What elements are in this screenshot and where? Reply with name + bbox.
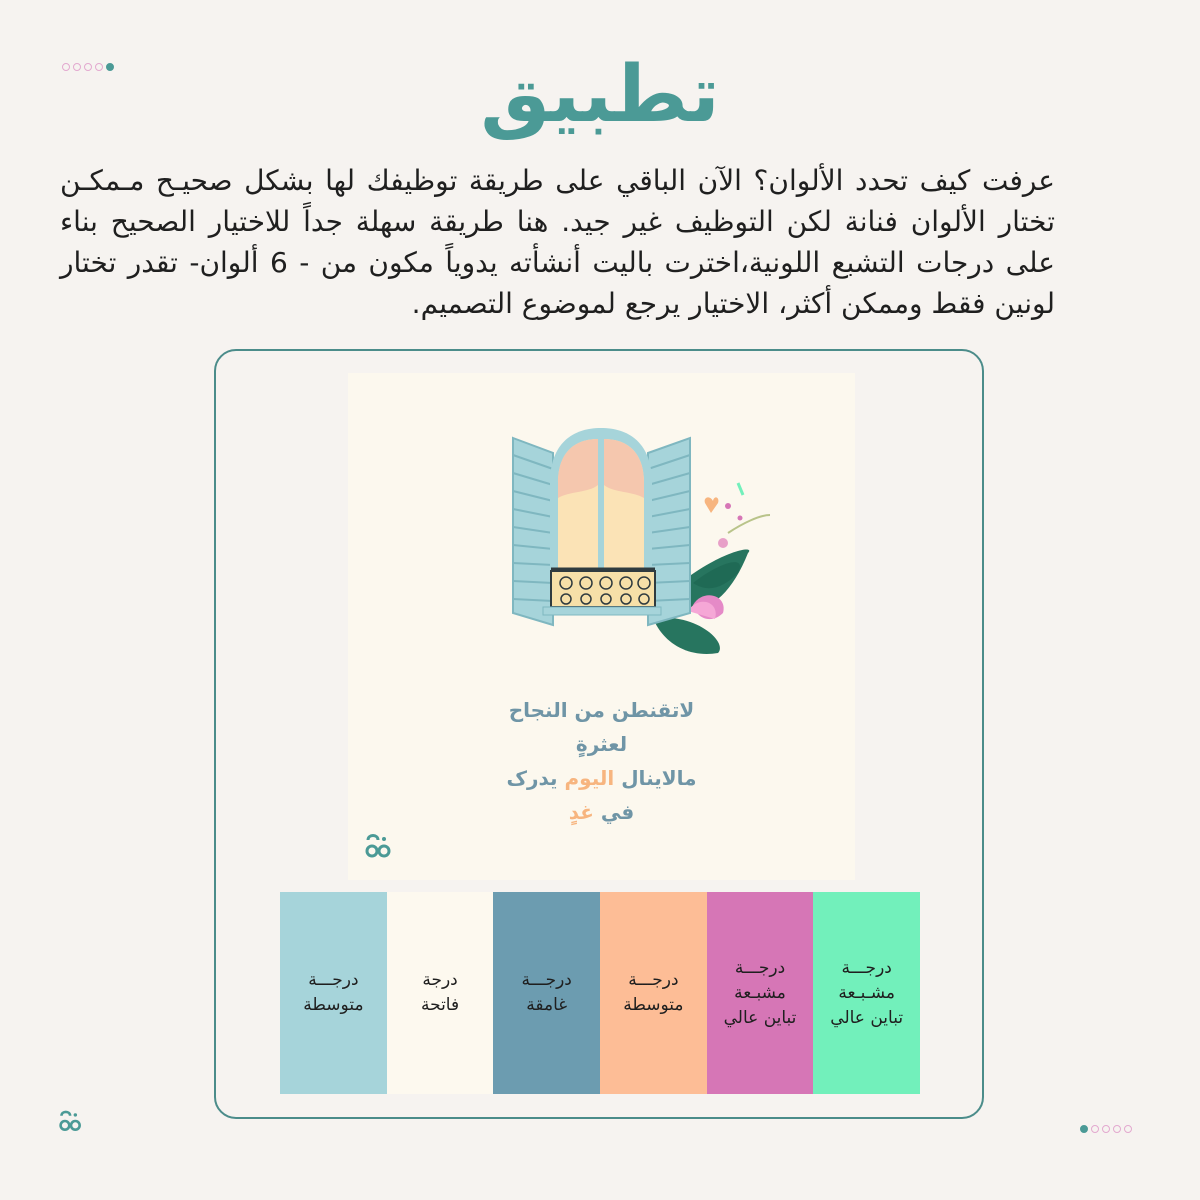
quote-line-2 xyxy=(488,761,715,829)
intro-paragraph: عرفت كيف تحدد الألوان؟ الآن الباقي على طريقة توظيفك لها بشكل صحيـح مـمكـن تختار الألوان فنانة لكن التوظيف غير جيد. هنا طريقة سهلة جداً للاختيار الصحيح بناء على درجات التشبع اللونية،اخترت باليت أنشأته يدوياً مكون من - 6 ألوان- تقدر تختار لونين فقط وممكن أكثر، الاختيار يرجع لموضوع التصميم. xyxy=(60,164,1055,320)
brand-logo-icon xyxy=(58,1108,84,1134)
window-illustration-icon xyxy=(348,373,855,673)
swatch-label: درجة فاتحة xyxy=(420,970,460,1015)
swatch-label: درجـــة غامقة xyxy=(521,970,572,1015)
poster-preview xyxy=(348,373,855,880)
swatch-label: درجـــة متوسطة xyxy=(623,970,684,1015)
swatch-dark-blue xyxy=(493,892,600,1094)
swatch-light-cream xyxy=(387,892,494,1094)
swatch-high-contrast-pink xyxy=(707,892,814,1094)
dot-icon xyxy=(1102,1125,1110,1133)
swatch-medium-aqua xyxy=(280,892,387,1094)
page-title: تطبيق xyxy=(480,50,720,140)
dot-icon xyxy=(1124,1125,1132,1133)
quote-accent-word: اليوم xyxy=(564,766,615,790)
swatch-label: درجـــة مشـبـعة تباين عالي xyxy=(830,957,904,1028)
quote-word: يدرک في xyxy=(506,766,635,824)
swatch-medium-peach xyxy=(600,892,707,1094)
swatch-high-contrast-green xyxy=(813,892,920,1094)
quote-line-1: لاتقنطن من النجاح لعثرةٍ xyxy=(508,698,695,756)
poster-quote xyxy=(348,693,855,829)
brand-logo-icon xyxy=(364,831,394,861)
dot-icon xyxy=(1113,1125,1121,1133)
dot-icon xyxy=(1091,1125,1099,1133)
quote-word: مالاينال xyxy=(621,766,697,790)
color-palette xyxy=(280,892,920,1094)
quote-accent-word: غدٍ xyxy=(568,800,594,824)
swatch-label: درجـــة متوسطة xyxy=(303,970,364,1015)
pagination-dots-bottom xyxy=(1080,1125,1132,1133)
poster-logo xyxy=(364,831,394,865)
swatch-label: درجـــة مشبـعة تباين عالي xyxy=(723,957,797,1028)
dot-active-icon xyxy=(1080,1125,1088,1133)
site-logo xyxy=(58,1108,84,1138)
